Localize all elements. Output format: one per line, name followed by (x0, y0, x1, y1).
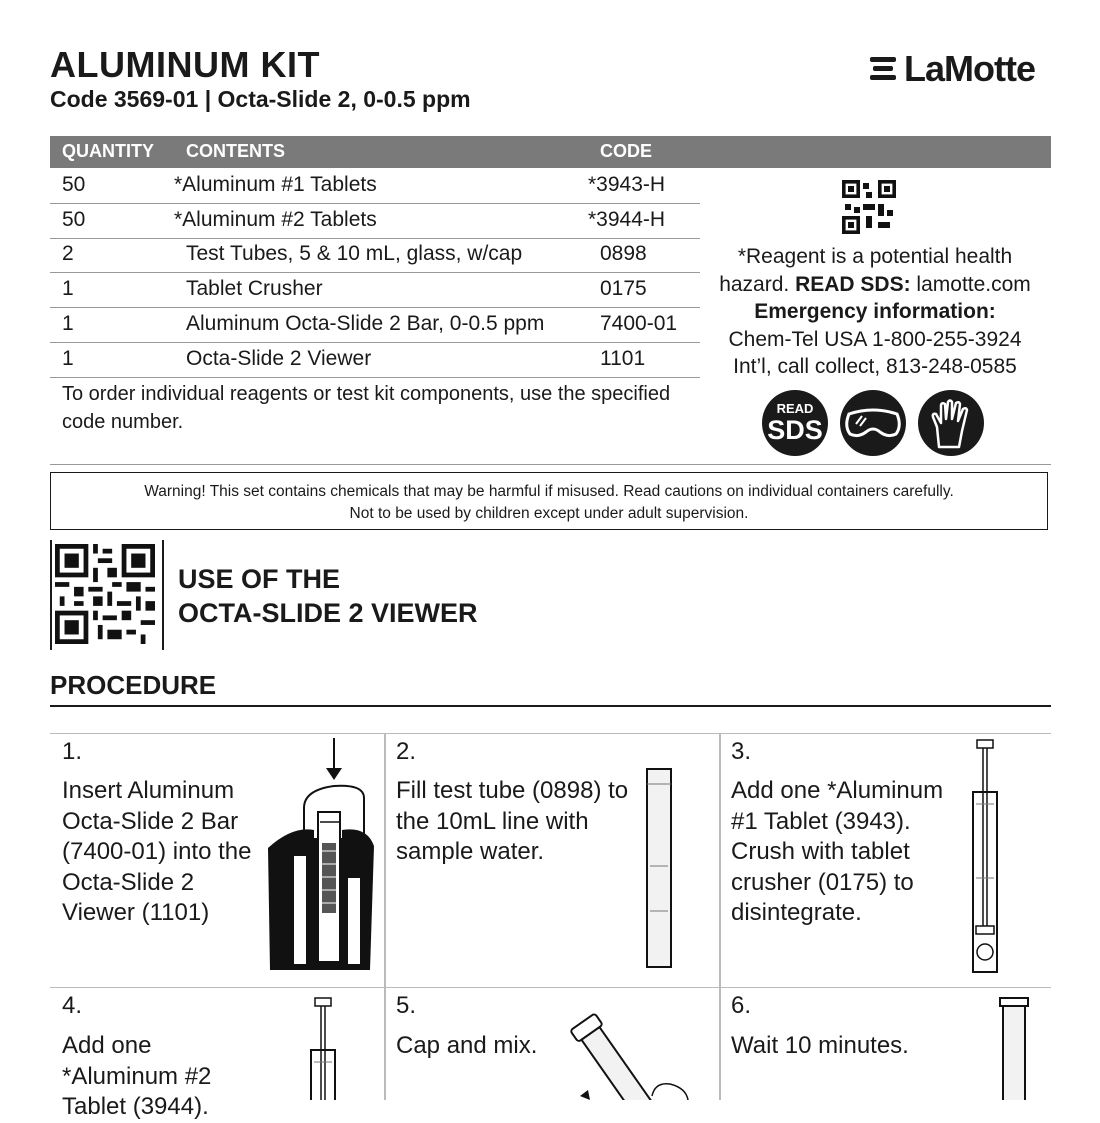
column-header-quantity: QUANTITY (62, 141, 154, 161)
warning-line-2: Not to be used by children except under adult supervision. (349, 505, 749, 522)
read-sds-icon-bottom: SDS (767, 415, 823, 445)
step-3-number: 3. (731, 738, 752, 765)
procedure-grid-col-1 (384, 733, 386, 1100)
row-contents: Tablet Crusher (186, 277, 323, 300)
step-2-number: 2. (396, 738, 417, 765)
lamotte-logo-icon (870, 55, 900, 83)
procedure-grid-middle (50, 987, 1051, 988)
contents-table-header (50, 136, 1051, 168)
sds-qr-code-icon[interactable] (842, 180, 896, 234)
row-contents: Test Tubes, 5 & 10 mL, glass, w/cap (186, 242, 523, 265)
table-row (50, 238, 700, 273)
section-divider (50, 464, 1051, 465)
procedure-grid-top (50, 733, 1051, 734)
row-quantity: 1 (62, 277, 74, 300)
table-row (50, 308, 700, 343)
intl-phone: Int’l, call collect, 813-248-0585 (733, 355, 1017, 378)
table-row (50, 273, 700, 308)
hazard-text: hazard. (719, 272, 796, 296)
row-contents: Aluminum Octa-Slide 2 Bar, 0-0.5 ppm (186, 312, 545, 335)
viewer-video-qr-code-icon[interactable] (55, 544, 155, 644)
column-header-contents: CONTENTS (186, 141, 285, 161)
viewer-title-line-2: OCTA-SLIDE 2 VIEWER (178, 598, 478, 628)
row-quantity: 1 (62, 312, 74, 335)
column-header-code: CODE (600, 141, 653, 161)
lamotte-logo (870, 48, 1035, 90)
capped-tube-mixing-icon (560, 1004, 700, 1100)
qr-border-left (50, 540, 52, 650)
row-contents: *Aluminum #1 Tablets (174, 173, 377, 196)
row-code: 0175 (600, 277, 647, 300)
chemtel-phone: Chem-Tel USA 1-800-255-3924 (728, 327, 1022, 351)
test-tube-icon (644, 766, 674, 970)
goggles-icon (840, 390, 906, 456)
hazard-line-1: *Reagent is a potential health (737, 245, 1013, 268)
viewer-title-line-1: USE OF THE (178, 564, 341, 594)
step-3-text: Add one *Aluminum #1 Tablet (3943). Crush with tablet crusher (0175) to disintegrate. (731, 777, 944, 926)
row-contents: *Aluminum #2 Tablets (174, 208, 377, 231)
step-4-text: Add one *Aluminum #2 Tablet (3944). (62, 1032, 212, 1120)
procedure-rule (50, 705, 1051, 707)
qr-border-right (162, 540, 164, 650)
row-quantity: 50 (62, 173, 86, 196)
safety-info (705, 243, 1045, 381)
step-6-text: Wait 10 minutes. (731, 1032, 909, 1059)
warning-box (50, 472, 1048, 530)
row-code: 0898 (600, 242, 647, 265)
step-5-text: Cap and mix. (396, 1032, 538, 1059)
emergency-label: Emergency information: (754, 300, 996, 323)
row-code: *3944-H (588, 208, 666, 231)
row-quantity: 1 (62, 347, 74, 370)
step-1-number: 1. (62, 738, 83, 765)
step-2-text: Fill test tube (0898) to the 10mL line with sample water. (396, 777, 629, 865)
row-contents: Octa-Slide 2 Viewer (186, 347, 372, 370)
procedure-title: PROCEDURE (50, 670, 217, 700)
procedure-grid-col-2 (719, 733, 721, 1100)
tablet-crusher-in-tube-icon (964, 738, 1006, 976)
read-sds-icon-top: READ (776, 401, 814, 416)
step-5-number: 5. (396, 992, 417, 1019)
row-code: 7400-01 (600, 312, 678, 335)
order-note: To order individual reagents or test kit components, use the specified code number. (62, 383, 671, 433)
capped-test-tube-icon (996, 996, 1032, 1100)
table-row (50, 343, 700, 378)
step-6-number: 6. (731, 992, 752, 1019)
table-row (50, 204, 700, 239)
gloves-icon (918, 390, 984, 456)
row-code: *3943-H (588, 173, 666, 196)
read-sds-icon (762, 390, 828, 456)
page-subtitle: Code 3569-01 | Octa-Slide 2, 0-0.5 ppm (50, 86, 471, 112)
octa-slide-viewer-icon (262, 738, 377, 973)
hazard-line-2 (705, 271, 1045, 299)
page-title: ALUMINUM KIT (50, 44, 320, 85)
viewer-section-title (178, 562, 478, 630)
tablet-crusher-in-tube-icon (304, 996, 346, 1100)
warning-line-1: Warning! This set contains chemicals that may be harmful if misused. Read cautions on individual containers carefully. (144, 483, 954, 500)
read-sds-label: READ SDS: (795, 272, 911, 296)
logo-text: LaMotte (904, 48, 1035, 89)
row-quantity: 50 (62, 208, 86, 231)
row-code: 1101 (600, 347, 646, 370)
row-quantity: 2 (62, 242, 74, 265)
step-1-text: Insert Aluminum Octa-Slide 2 Bar (7400-01) into the Octa-Slide 2 Viewer (1101) (62, 777, 252, 926)
sds-url-link[interactable]: lamotte.com (910, 272, 1031, 296)
step-4-number: 4. (62, 992, 83, 1019)
table-row (50, 169, 700, 204)
